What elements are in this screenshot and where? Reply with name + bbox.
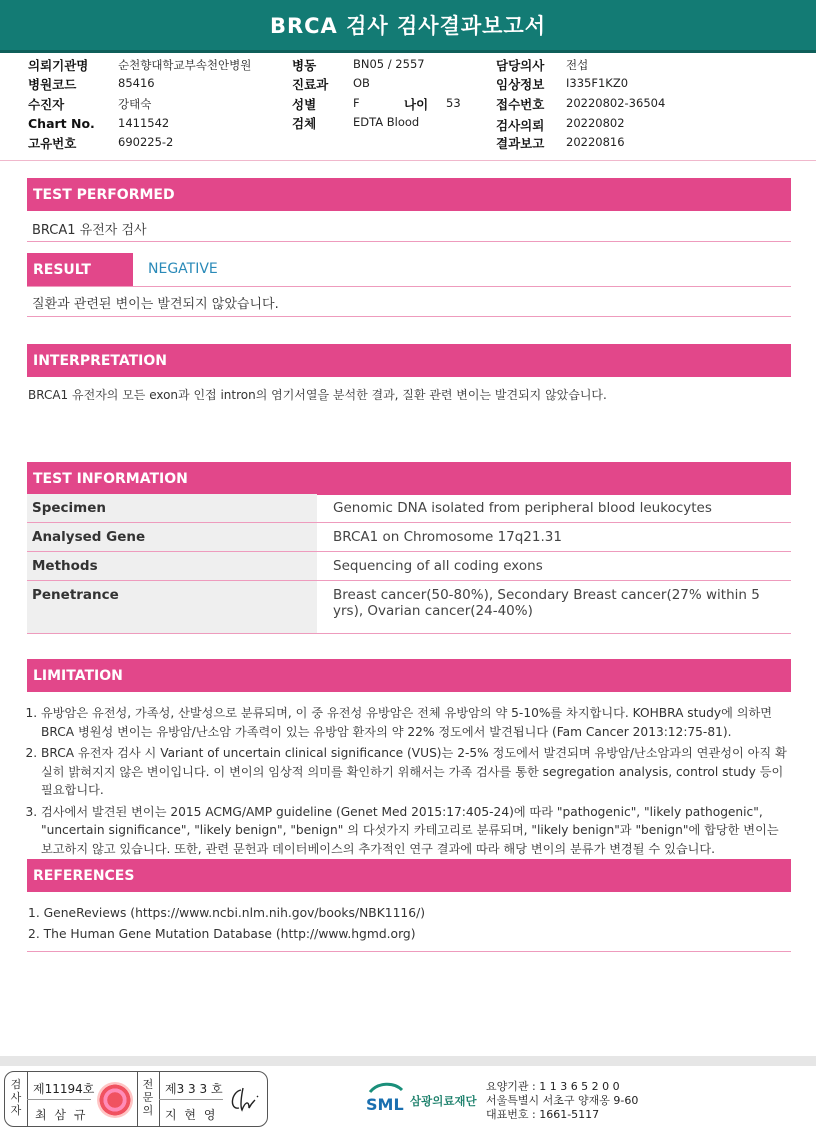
- table-row: [27, 494, 791, 523]
- phone: 대표번호 : 1661-5117: [486, 1108, 600, 1121]
- sex-value: F: [353, 96, 360, 110]
- divider: [27, 286, 791, 287]
- specialist-label: 전문의: [142, 1078, 154, 1117]
- row-key: Methods: [27, 552, 317, 581]
- sml-logo-icon: [364, 1080, 406, 1118]
- doctor-value: 전섭: [566, 58, 589, 72]
- interpretation-text: BRCA1 유전자의 모든 exon과 인접 intron의 염기서열을 분석한 결과, 질환 관련 변이는 발견되지 않았습니다.: [28, 388, 607, 402]
- patient-label: 수진자: [28, 97, 65, 112]
- examiner-seal-icon: [97, 1082, 133, 1118]
- report-title: BRCA 검사 검사결과보고서: [0, 0, 816, 53]
- report-date-value: 20220816: [566, 135, 625, 149]
- address: 서울특별시 서초구 양재옹 9-60: [486, 1094, 639, 1107]
- patient-value: 강태숙: [118, 97, 152, 111]
- clinical-value: I335F1KZ0: [566, 76, 629, 90]
- result-text: 질환과 관련된 변이는 발견되지 않았습니다.: [32, 297, 279, 312]
- test-information-table: [27, 494, 791, 634]
- divider: [27, 241, 791, 242]
- age-value: 53: [446, 96, 461, 110]
- institution-label: 의뢰기관명: [28, 58, 89, 73]
- references-heading: REFERENCES: [27, 859, 791, 892]
- signature-icon: [225, 1082, 265, 1118]
- divider: [27, 951, 791, 952]
- institution-value: 순천향대학교부속천안병원: [118, 58, 252, 72]
- org-address: [486, 1080, 638, 1122]
- chart-value: 1411542: [118, 116, 170, 130]
- ward-value: BN05 / 2557: [353, 57, 425, 71]
- sex-label: 성별: [292, 97, 317, 112]
- examiner-no: 제11194호: [33, 1082, 95, 1096]
- specialist-no: 제3 3 3 호: [165, 1082, 223, 1096]
- request-value: 20220802: [566, 116, 625, 130]
- receipt-label: 접수번호: [496, 97, 545, 112]
- row-key: Penetrance: [27, 581, 317, 634]
- test-performed-heading: TEST PERFORMED: [27, 178, 791, 211]
- row-value: Breast cancer(50-80%), Secondary Breast cancer(27% within 5 yrs), Ovarian cancer(24-40%): [317, 581, 791, 634]
- doctor-label: 담당의사: [496, 58, 545, 73]
- limitation-heading: LIMITATION: [27, 659, 791, 692]
- interpretation-heading: INTERPRETATION: [27, 344, 791, 377]
- clinical-label: 임상정보: [496, 77, 545, 92]
- divider: [27, 316, 791, 317]
- org-name: 삼광의료재단: [410, 1094, 477, 1108]
- divider: [137, 1072, 138, 1126]
- specimen-value: EDTA Blood: [353, 115, 420, 129]
- row-value: Sequencing of all coding exons: [317, 552, 791, 581]
- hospital-code-label: 병원코드: [28, 77, 77, 92]
- examiner-label: 검사자: [10, 1078, 22, 1117]
- hospital-code-value: 85416: [118, 76, 155, 90]
- header-divider: [0, 160, 816, 161]
- result-value: NEGATIVE: [148, 261, 218, 277]
- ward-label: 병동: [292, 58, 317, 73]
- unique-no-label: 고유번호: [28, 136, 77, 151]
- references-list: [28, 903, 425, 945]
- list-item: 1. 유방암은 유전성, 가족성, 산발성으로 분류되며, 이 중 유전성 유방암은 전체 유방암의 약 5-10%를 차지합니다. KOHBRA study에 의하면 BRCA 병원성 변이는 유방암/난소암 가족력이 있는 유방암 환자의 약 22% 정도에서 발견됩니다 (Fam Cancer 2013:12:75-81).: [41, 704, 790, 741]
- list-item: 2. BRCA 유전자 검사 시 Variant of uncertain clinical significance (VUS)는 2-5% 정도에서 발견되며 유방암/난소암과의 연관성이 아직 확실히 밝혀지지 않은 변이입니다. 이 변이의 임상적 의미를 확인하기 위해서는 가족 검사를 통한 segregation analysis, control study 등이 필요합니다.: [41, 744, 790, 800]
- table-row: [27, 581, 791, 634]
- patient-header: [28, 56, 808, 156]
- test-performed-text: BRCA1 유전자 검사: [32, 223, 147, 238]
- receipt-value: 20220802-36504: [566, 96, 666, 110]
- result-label: RESULT: [27, 253, 133, 286]
- divider: [159, 1099, 223, 1100]
- age-label: 나이: [404, 97, 429, 112]
- sml-logo-text: SML: [366, 1095, 404, 1114]
- divider: [27, 1099, 91, 1100]
- row-key: Specimen: [27, 494, 317, 523]
- dept-label: 진료과: [292, 77, 329, 92]
- specialist-name: 지 현 영: [165, 1108, 218, 1122]
- list-item: 3. 검사에서 발견된 변이는 2015 ACMG/AMP guideline (Genet Med 2015:17:405-24)에 따라 "pathogenic", "likely pathogenic", "uncertain significance", "likely benign", "benign" 의 다섯가지 카테고리로 분류되며, "likely benign"과 "benign"에 합당한 변이는 보고하지 않고 있습니다. 또한, 관련 문헌과 데이터베이스의 추가적인 연구 결과에 따라 해당 변이의 분류가 변경될 수 있습니다.: [41, 803, 790, 859]
- test-information-heading: TEST INFORMATION: [27, 462, 791, 495]
- limitation-list: [28, 704, 790, 861]
- row-key: Analysed Gene: [27, 523, 317, 552]
- request-label: 검사의뢰: [496, 118, 545, 133]
- row-value: BRCA1 on Chromosome 17q21.31: [317, 523, 791, 552]
- footer-band: [0, 1056, 816, 1066]
- signature-box: [4, 1071, 268, 1127]
- list-item: 2. The Human Gene Mutation Database (http://www.hgmd.org): [28, 927, 416, 941]
- table-row: [27, 523, 791, 552]
- examiner-name: 최 삼 규: [35, 1108, 88, 1122]
- report-date-label: 결과보고: [496, 136, 545, 151]
- chart-label: Chart No.: [28, 116, 95, 131]
- dept-value: OB: [353, 76, 370, 90]
- row-value: Genomic DNA isolated from peripheral blood leukocytes: [317, 494, 791, 523]
- table-row: [27, 552, 791, 581]
- agency-no: 요양기관 : 1 1 3 6 5 2 0 0: [486, 1080, 620, 1093]
- list-item: 1. GeneReviews (https://www.ncbi.nlm.nih.gov/books/NBK1116/): [28, 906, 426, 920]
- unique-no-value: 690225-2: [118, 135, 174, 149]
- specimen-label: 검체: [292, 116, 317, 131]
